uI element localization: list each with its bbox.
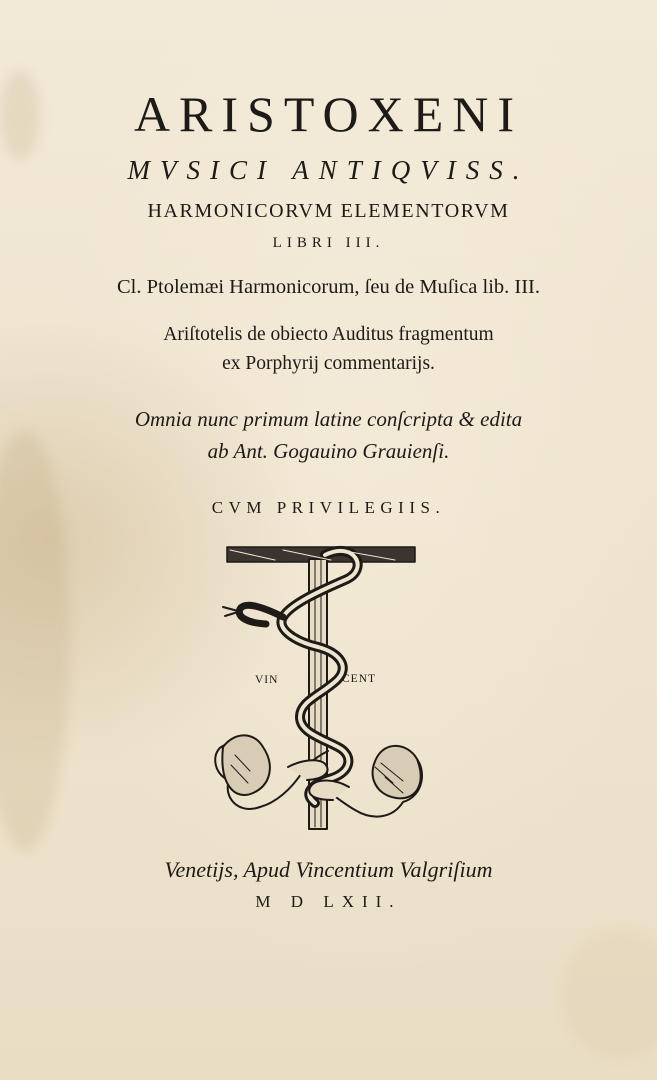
privilege-line: CVM PRIVILEGIIS. — [211, 498, 446, 517]
emblem-motto-left: VIN — [255, 674, 279, 686]
subtitle: MVSICI ANTIQVISS. — [127, 155, 530, 185]
ptolemy-line: Cl. Ptolemæi Harmonicorum, ſeu de Muſica lib. III. — [116, 276, 541, 298]
aristotle-line-1: Ariſtotelis de obiecto Auditus fragmentum — [163, 324, 494, 345]
imprint-line: Venetijs, Apud Vincentium Valgriſium — [164, 857, 493, 882]
work-title: HARMONICORVM ELEMENTORVM — [147, 200, 510, 222]
paper-stain — [560, 930, 657, 1060]
aristotle-line-2: ex Porphyrij commentarijs. — [222, 353, 435, 374]
emblem-motto-right: CENT — [342, 673, 377, 685]
translation-line-1: Omnia nunc primum latine conſcripta & edita — [134, 407, 523, 431]
books-count: LIBRI III. — [272, 235, 385, 251]
paper-stain — [0, 430, 70, 850]
publication-date: M D LXII. — [255, 892, 402, 911]
tau-cross-serpent-hands-emblem — [205, 535, 435, 835]
author-title: ARISTOXENI — [133, 86, 524, 142]
translation-line-2: ab Ant. Gogauino Grauienſi. — [207, 439, 450, 463]
